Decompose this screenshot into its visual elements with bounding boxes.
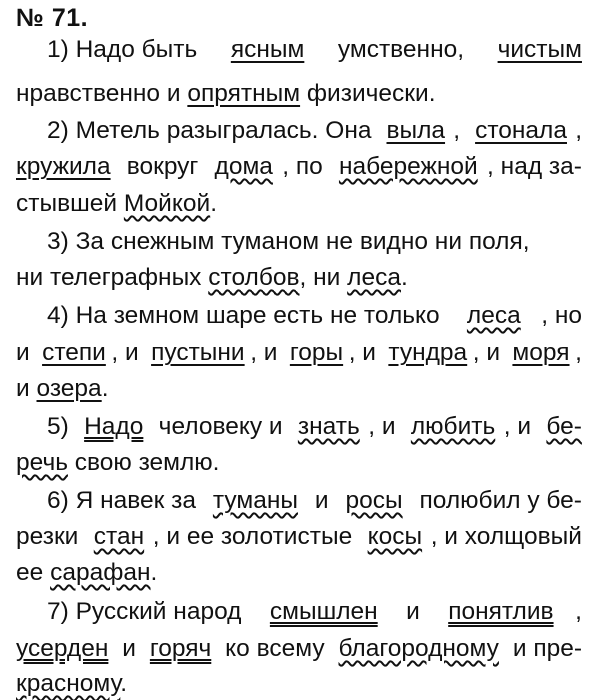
marked-word: туманы [212,487,298,514]
text-fragment: , и [348,339,383,366]
marked-word: набережной [338,153,478,180]
text-line [16,557,582,589]
marked-word: знать [297,413,360,440]
text-fragment: 1) Надо быть [47,36,205,63]
text-fragment: , но [541,302,582,329]
marked-word: стан [93,523,145,550]
text-fragment: 7) Русский народ [47,598,249,625]
text-fragment: , над за- [487,153,582,180]
marked-word: стонала [475,117,567,144]
marked-word: росы [345,487,403,514]
text-fragment: , по [282,153,330,180]
marked-word: чистым [497,36,582,63]
text-fragment: , [575,117,582,144]
text-line [47,485,582,517]
text-fragment: ее [16,559,51,586]
text-fragment: . [150,559,158,586]
text-fragment: , [453,117,467,144]
text-fragment: , и холщовый [430,523,582,550]
marked-word: Надо [84,413,144,440]
text-fragment: физически. [300,80,436,107]
marked-word: бе- [546,413,582,440]
text-fragment: и [16,375,37,402]
text-line [47,411,582,443]
text-fragment: , и [250,339,285,366]
text-fragment: полюбил у бе- [412,487,582,514]
text-fragment: . [120,670,128,697]
text-fragment: 4) На земном шаре есть не только [47,302,447,329]
text-line [16,151,582,183]
text-fragment: и [308,487,336,514]
text-fragment: 5) [47,413,76,440]
text-fragment: . [400,264,408,291]
text-fragment: ни телеграфных [16,264,209,291]
text-fragment: , [575,339,582,366]
marked-word: понятлив [448,598,554,625]
marked-word: усерден [16,635,109,662]
text-fragment: резки [16,523,86,550]
text-fragment: нравственно и [16,80,188,107]
text-line [47,115,582,147]
text-fragment: и [115,635,143,662]
text-fragment: и [399,598,427,625]
text-line [47,226,582,258]
marked-word: опрятным [187,80,301,107]
text-fragment: 6) Я навек за [47,487,203,514]
marked-word: выла [386,117,446,144]
marked-word: ясным [230,36,305,63]
marked-word: кружила [16,153,111,180]
text-line [16,447,582,479]
marked-word: леса [466,302,521,329]
text-fragment: , ни [299,264,348,291]
text-fragment: ко всему [218,635,332,662]
text-fragment: 3) За снежным туманом не видно ни поля, [47,228,530,255]
marked-word: сарафан [50,559,151,586]
text-line [47,300,582,332]
text-line [16,373,582,405]
marked-word: смышлен [269,598,378,625]
text-fragment: человеку и [151,413,290,440]
marked-word: речь [16,449,68,476]
text-line [16,188,582,220]
text-fragment: , и [111,339,146,366]
text-fragment: и [16,339,37,366]
marked-word: тундра [388,339,468,366]
text-line [47,596,582,628]
text-fragment: вокруг [119,153,206,180]
marked-word: леса [347,264,401,291]
marked-word: благородному [338,635,499,662]
text-fragment: . [210,190,217,217]
text-fragment: и пре- [506,635,582,662]
marked-word: озера [36,375,102,402]
marked-word: косы [367,523,423,550]
marked-word: степи [42,339,106,366]
marked-word: горы [289,339,344,366]
exercise-number: № 71. [16,4,89,32]
text-fragment: свою землю. [67,449,220,476]
text-fragment: , и [368,413,403,440]
text-fragment: умственно, [331,36,471,63]
text-line [16,633,582,665]
text-line [16,337,582,369]
marked-word: Мойкой [123,190,211,217]
text-fragment: . [101,375,109,402]
text-line [16,262,582,294]
text-line [16,668,582,700]
text-line [16,78,582,110]
marked-word: любить [410,413,496,440]
text-fragment: , [575,598,582,625]
marked-word: моря [512,339,570,366]
text-line [47,34,582,66]
marked-word: горяч [149,635,212,662]
text-fragment: , и [503,413,538,440]
marked-word: пустыни [151,339,245,366]
text-fragment: 2) Метель разыгралась. Она [47,117,379,144]
marked-word: столбов [208,264,300,291]
marked-word: красному [16,670,121,697]
marked-word: дома [214,153,273,180]
text-fragment: , и [472,339,507,366]
text-line [16,521,582,553]
text-fragment: стывшей [16,190,124,217]
text-fragment: , и ее золотистые [152,523,360,550]
